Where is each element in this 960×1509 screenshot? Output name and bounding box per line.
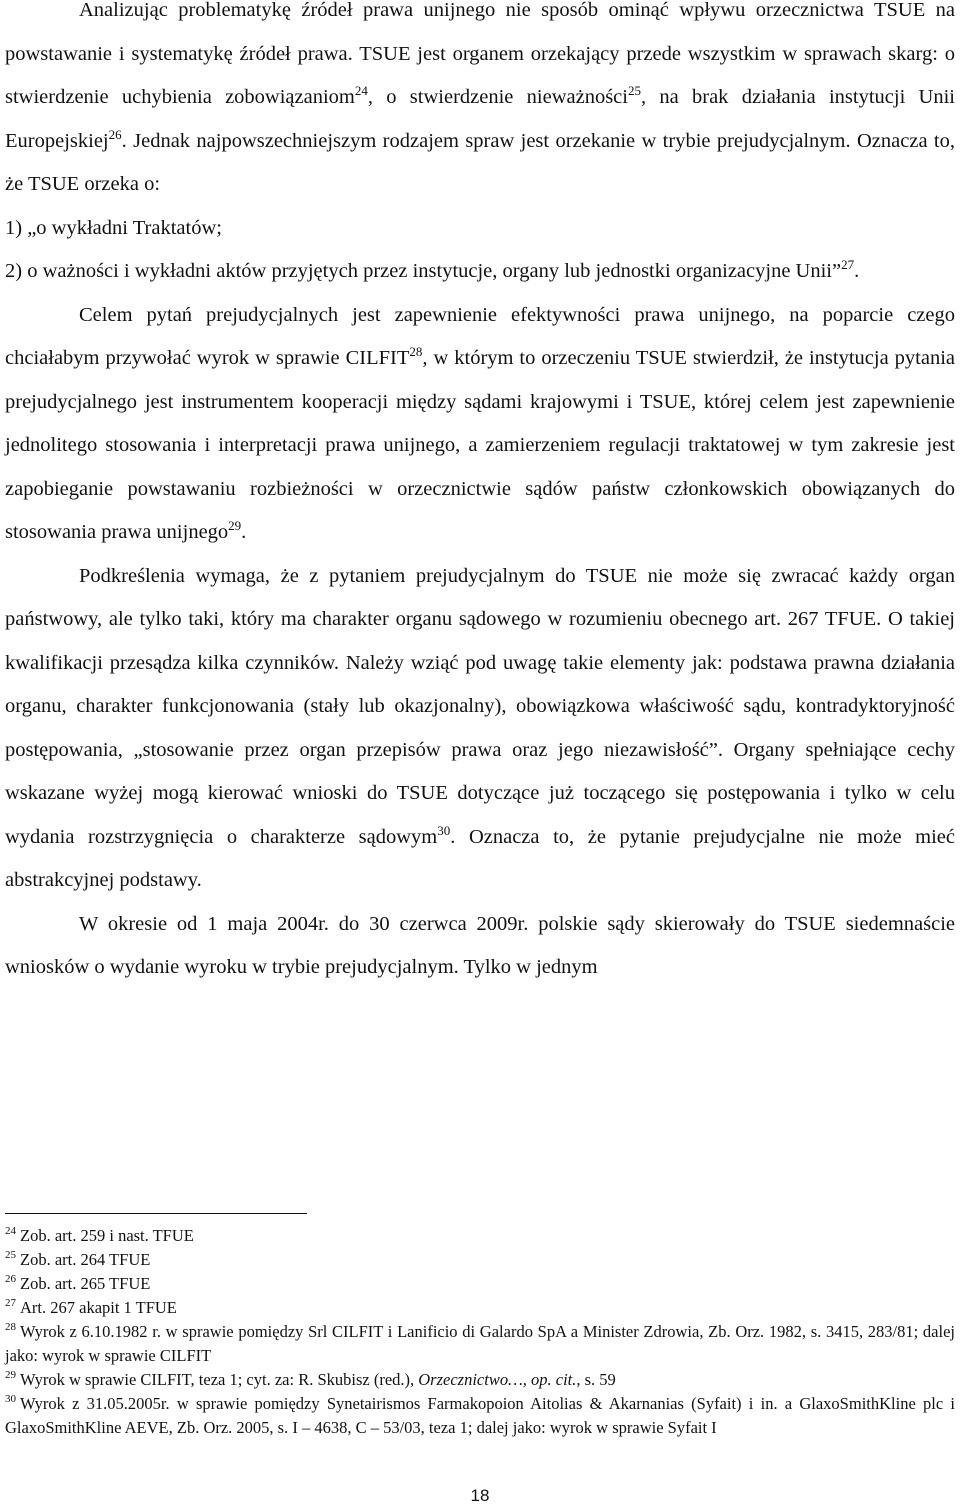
text-run: Analizując problematykę źródeł prawa unijnego nie sposób ominąć wpływu orzecznictwa TSUE na powstawanie i systematykę źródeł prawa. TSUE jest organem orzekający przede wszystkim w sprawach skarg: o stwierdzenie uchybienia zobowiązaniom [5, 0, 955, 108]
footnote-ref: 28 [409, 344, 423, 359]
footnote-ref: 24 [354, 83, 368, 98]
text-run: , na brak działania instytucji Unii Europejskiej [5, 86, 955, 152]
footnote-text: Wyrok z 31.05.2005r. w sprawie pomiędzy Synetairismos Farmakopoion Aitolias & Akarnanias (Syfait) i in. a GlaxoSmithKline plc i GlaxoSmithKline AEVE, Zb. Orz. 2005, s. I – 4638, C – 53/03, teza 1; dalej jako: wyrok w sprawie Syfait I [5, 1394, 955, 1437]
footnote-separator [5, 1213, 307, 1214]
footnote-26 [5, 1272, 955, 1296]
footnote-ref: 29 [228, 518, 242, 533]
text-run: . Jednak najpowszechniejszym rodzajem spraw jest orzekanie w trybie prejudycjalnym. Oznacza to, że TSUE orzeka o: [5, 129, 955, 195]
footnote-number: 25 [5, 1249, 16, 1261]
footnote-text: , s. 59 [576, 1370, 616, 1389]
text-run: Podkreślenia wymaga, że z pytaniem prejudycjalnym do TSUE nie może się zwracać każdy organ państwowy, ale tylko taki, który ma charakter organu sądowego w rozumieniu obecnego art. 267 TFUE. O takiej kwalifikacji przesądza kilka czynników. Należy wziąć pod uwagę takie elementy jak: podstawa prawna działania organu, charakter funkcjonowania (stały lub okazjonalny), obowiązkowa właściwość sądu, kontradyktoryjność postępowania, „stosowanie przez organ przepisów prawa oraz jego niezawisłość”. Organy spełniające cechy wskazane wyżej mogą kierować wnioski do TSUE dotyczące już toczącego się postępowania i tylko w celu wydania rozstrzygnięcia o charakterze sądowym [5, 564, 955, 848]
footnote-number: 30 [5, 1393, 16, 1405]
footnote-27 [5, 1296, 955, 1320]
footnote-italic-text: Orzecznictwo…, op. cit. [418, 1370, 577, 1389]
footnote-number: 26 [5, 1273, 16, 1285]
footnote-number: 27 [5, 1297, 16, 1309]
footnote-30 [5, 1392, 955, 1440]
footnote-number: 28 [5, 1321, 16, 1333]
paragraph-1 [5, 0, 955, 207]
footnote-text: Art. 267 akapit 1 TFUE [20, 1298, 177, 1317]
text-run: , w którym to orzeczeniu TSUE stwierdził, że instytucja pytania prejudycjalnego jest instrumentem kooperacji między sądami krajowymi i TSUE, której celem jest zapewnienie jednolitego stosowania i interpretacji prawa unijnego, a zamierzeniem regulacji traktatowej w tym zakresie jest zapobieganie powstawaniu rozbieżności w orzecznictwie sądów państw członkowskich obowiązanych do stosowania prawa unijnego [5, 347, 955, 543]
footnote-29 [5, 1368, 955, 1392]
footnote-24 [5, 1224, 955, 1248]
footnote-text: Zob. art. 259 i nast. TFUE [20, 1226, 194, 1245]
list-item-2 [5, 250, 955, 294]
footnote-text: Zob. art. 265 TFUE [20, 1274, 151, 1293]
footnote-ref: 27 [841, 257, 855, 272]
list-item-1: 1) „o wykładni Traktatów; [5, 216, 222, 239]
footnote-ref: 25 [627, 83, 641, 98]
paragraph-4: W okresie od 1 maja 2004r. do 30 czerwca 2009r. polskie sądy skierowały do TSUE siedemnaście wniosków o wydanie wyroku w trybie prejudycjalnym. Tylko w jednym [5, 912, 955, 978]
footnote-number: 24 [5, 1225, 16, 1237]
page-number: 18 [470, 1486, 490, 1505]
paragraph-2 [5, 294, 955, 555]
paragraph-3 [5, 555, 955, 903]
footnote-text: Wyrok w sprawie CILFIT, teza 1; cyt. za: R. Skubisz (red.), [20, 1370, 419, 1389]
text-run: Celem pytań prejudycjalnych jest zapewnienie efektywności prawa unijnego, na poparcie czego chciałabym przywołać wyrok w sprawie CILFIT [5, 303, 955, 369]
footnote-ref: 26 [108, 126, 122, 142]
footnote-25 [5, 1248, 955, 1272]
footnote-text: Wyrok z 6.10.1982 r. w sprawie pomiędzy Srl CILFIT i Lanificio di Galardo SpA a Minister Zdrowia, Zb. Orz. 1982, s. 3415, 283/81; dalej jako: wyrok w sprawie CILFIT [5, 1322, 955, 1365]
footnotes [5, 1224, 955, 1440]
footnote-number: 29 [5, 1369, 16, 1381]
text-run: , o stwierdzenie nieważności [367, 86, 628, 108]
footnote-ref: 30 [437, 822, 451, 838]
text-run: . [854, 260, 860, 282]
text-run: . [241, 521, 247, 543]
footnote-28 [5, 1320, 955, 1368]
text-run: 2) o ważności i wykładni aktów przyjętych przez instytucje, organy lub jednostki organizacyjne Unii” [5, 260, 842, 282]
text-run: . Oznacza to, że pytanie prejudycjalne nie może mieć abstrakcyjnej podstawy. [5, 825, 955, 891]
footnote-text: Zob. art. 264 TFUE [20, 1250, 151, 1269]
main-text [5, 0, 955, 990]
